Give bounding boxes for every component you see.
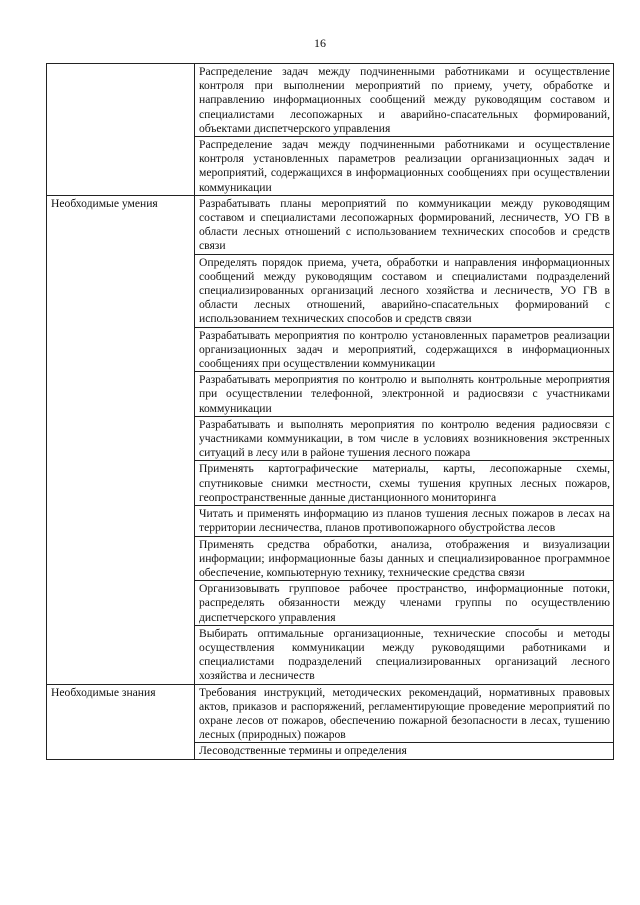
row-label — [47, 64, 195, 196]
row-text: Разрабатывать планы мероприятий по коммуникации между руководящим составом и специалистами лесопожарных формирований, лесничеств, УО ГВ в области лесных отношений с использованием технических способов и средств связи — [195, 195, 614, 254]
requirements-table — [46, 63, 614, 760]
row-text: Организовывать групповое рабочее пространство, информационные потоки, распределять обязанности между членами группы по осуществлению диспетчерского управления — [195, 581, 614, 626]
page-number: 16 — [314, 36, 326, 50]
row-text: Распределение задач между подчиненными работниками и осуществление контроля при выполнении мероприятий по приему, учету, обработке и направлению информационных сообщений между руководящим составом и специалистами лесопожарных и аварийно-спасательных формирований, объектами диспетчерского управления — [195, 64, 614, 137]
row-text: Разрабатывать мероприятия по контролю и выполнять контрольные мероприятия при осуществлении телефонной, электронной и радиосвязи с участниками коммуникации — [195, 372, 614, 417]
row-text: Требования инструкций, методических рекомендаций, нормативных правовых актов, приказов и распоряжений, регламентирующие проведение мероприятий по охране лесов от пожаров, обеспечению пожарной безопасности в лесах, тушению лесных (природных) пожаров — [195, 684, 614, 743]
table-row — [47, 684, 614, 743]
row-text: Разрабатывать и выполнять мероприятия по контролю ведения радиосвязи с участниками коммуникации, в том числе в условиях возникновения экстренных ситуаций в лесу или в районе тушения лесного пожара — [195, 416, 614, 461]
row-text: Разрабатывать мероприятия по контролю установленных параметров реализации организационных задач и мероприятий, содержащихся в информационных сообщениях при осуществлении коммуникации — [195, 327, 614, 372]
table-row — [47, 195, 614, 254]
row-text: Применять картографические материалы, карты, лесопожарные схемы, спутниковые снимки местности, схемы тушения крупных лесных пожаров, геопространственные данные дистанционного мониторинга — [195, 461, 614, 506]
row-label-knowledge: Необходимые знания — [47, 684, 195, 759]
row-text: Лесоводственные термины и определения — [195, 743, 614, 759]
row-text: Применять средства обработки, анализа, отображения и визуализации информации; информационные базы данных и специализированное программное обеспечение, компьютерную технику, технические средства связи — [195, 536, 614, 581]
table-row — [47, 64, 614, 137]
row-text: Распределение задач между подчиненными работниками и осуществление контроля установленных параметров реализации организационных задач и мероприятий, содержащихся в информационных сообщениях при осуществлении коммуникации — [195, 137, 614, 196]
row-label-skills: Необходимые умения — [47, 195, 195, 684]
row-text: Выбирать оптимальные организационные, технические способы и методы осуществления коммуникации между руководящими работниками и специалистами подразделений специализированных организаций лесного хозяйства и лесничеств — [195, 625, 614, 684]
row-text: Определять порядок приема, учета, обработки и направления информационных сообщений между руководящим составом и специалистами подразделений специализированных организаций лесного хозяйства и лесничеств, УО ГВ в области лесных отношений, аварийно-спасательных формирований с использованием технических способов и средств связи — [195, 254, 614, 327]
row-text: Читать и применять информацию из планов тушения лесных пожаров в лесах на территории лесничества, планов противопожарного обустройства лесов — [195, 506, 614, 536]
